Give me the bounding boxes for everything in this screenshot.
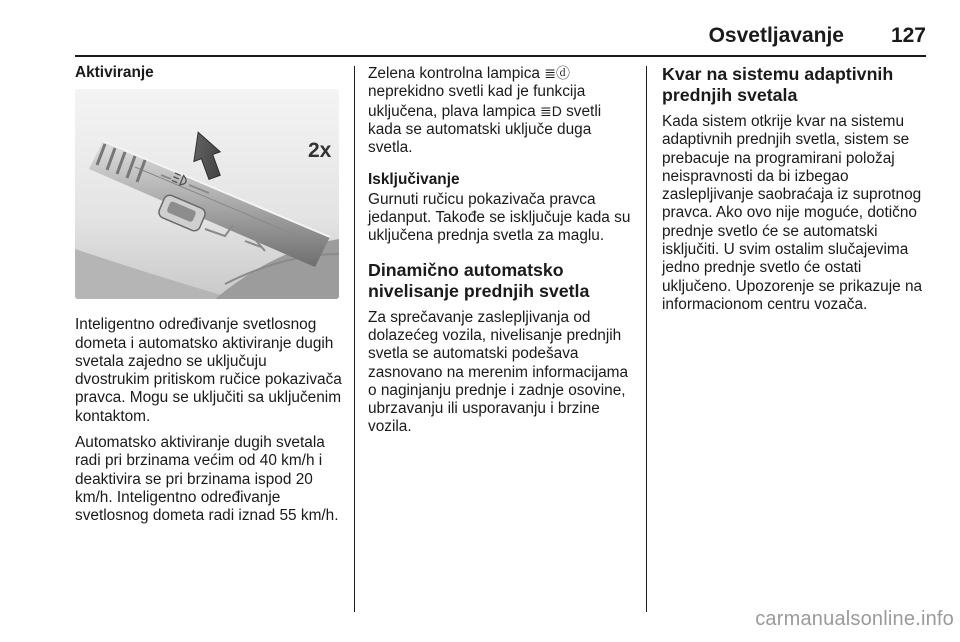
left-paragraph-2: Automatsko aktiviranje dugih svetala radi pri brzinama većim od 40 km/h i deaktivira se pri brzinama ispod 20 km/h. Inteligentno određivanje svetlosnog dometa radi iznad 55 km/h. (75, 434, 339, 525)
green-lamp-icon: ≣ⓓ (544, 65, 570, 81)
stalk-figure (75, 89, 339, 299)
column-middle (368, 64, 636, 445)
heading-fault: Kvar na sistemu adaptivnih prednjih svetala (662, 64, 894, 105)
middle-text-post: svetli kada se automatski uključe duga svetla. (368, 102, 602, 157)
figure-label-2x: 2x (308, 139, 332, 163)
page-title: Osvetljavanje (708, 24, 844, 47)
heading-dynamic-leveling: Dinamično automatsko nivelisanje prednjih svetla (368, 259, 590, 301)
page-number: 127 (890, 24, 926, 47)
middle-text-pre: Zelena kontrolna lampica (368, 65, 545, 82)
left-paragraph-1: Inteligentno određivanje svetlosnog dometa i automatsko aktiviranje dugih svetala zajedno se uključuju dvostrukim pritiskom ručice pokazivača pravca. Mogu se uključiti sa uključenim kontaktom. (75, 316, 342, 425)
right-paragraph-1: Kada sistem otkrije kvar na sistemu adaptivnih prednjih svetla, sistem se prebacuje na programirani položaj neispravnosti da bi izbegao zaslepljivanje saobraćaja iz suprotnog pravca. Ako ovo nije moguće, dotično prednje svetlo će se automatski isključiti. U svim ostalim slučajevima jedno prednje svetlo će ostati uključeno. Upozorenje se prikazuje na informacionom centru vozača. (662, 113, 923, 313)
blue-lamp-icon: ≣D (539, 102, 562, 119)
middle-paragraph-2: Gurnuti ručicu pokazivača pravca jedanput. Takođe se isključuje kada su uključena prednja svetla za maglu. (368, 190, 631, 245)
column-right (662, 64, 932, 322)
header-rule (75, 55, 926, 57)
column-divider-right (646, 66, 647, 612)
column-divider-left (354, 66, 355, 612)
heading-activation: Aktiviranje (75, 64, 154, 81)
column-left (75, 64, 343, 534)
middle-paragraph-3: Za sprečavanje zaslepljivanja od dolazećeg vozila, nivelisanje prednjih svetla se automatski podešava zasnovano na merenim informacijama o naginjanju prednje i zadnje osovine, ubrzavanju ili usporavanju i brzine vozila. (368, 308, 629, 436)
stalk-illustration (75, 89, 339, 299)
heading-deactivation: Isključivanje (368, 171, 460, 189)
middle-text-mid: neprekidno svetli kad je funkcija uključena, plava lampica (368, 83, 586, 120)
middle-paragraph-1 (368, 64, 636, 157)
watermark: carmanualsonline.info (755, 608, 954, 630)
